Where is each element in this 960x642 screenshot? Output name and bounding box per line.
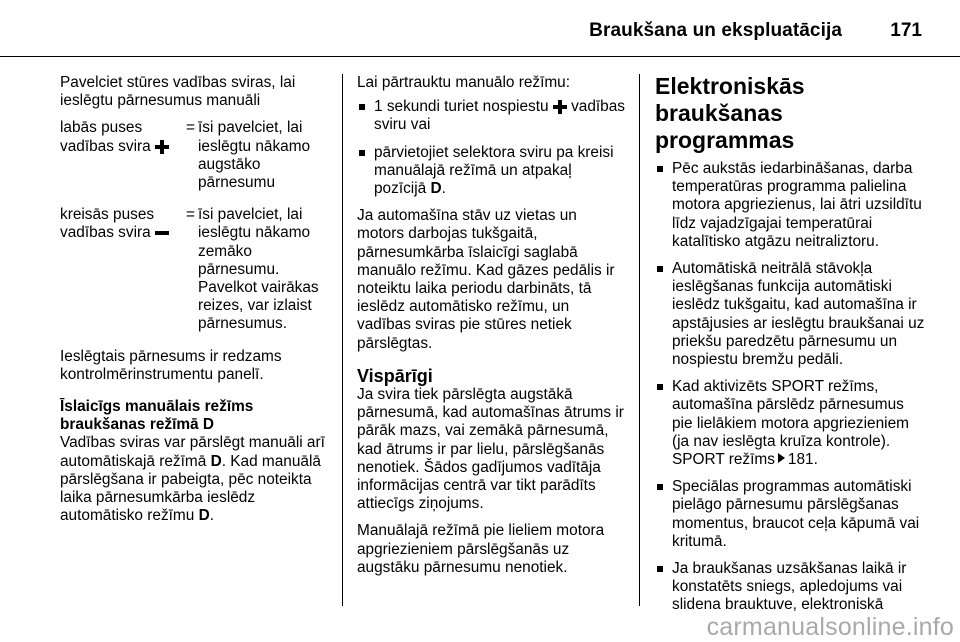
header-divider xyxy=(0,56,960,57)
body-paragraph: Ja svira tiek pārslēgta augstākā pārnesumā, kad automašīnas ātrums ir pārāk mazs, vai zemākā pārnesumā, kad ātrums ir par lielu, pārslēgšanās nenotiek. Šādos gadījumos vadītāja informācijas centrā var tikt parādīts attiecīgs ziņojums. xyxy=(357,386,624,513)
column-2 xyxy=(357,74,627,586)
minus-icon xyxy=(155,226,169,240)
gear-display-paragraph: Ieslēgtais pārnesums ir redzams kontrolmērinstrumentu panelī. xyxy=(60,347,282,383)
equals-sign: = xyxy=(186,119,195,137)
page-header xyxy=(0,0,960,56)
definition-term: kreisās puses vadības svira xyxy=(60,206,155,242)
section-heading: Īslaicīgs manuālais režīms braukšanas režīmā D xyxy=(60,398,254,434)
page-title: Braukšana un ekspluatācija xyxy=(589,20,842,41)
section-heading: Vispārīgi xyxy=(357,365,433,386)
watermark: carmanualsonline.info xyxy=(706,613,954,641)
column-divider-1 xyxy=(342,74,343,606)
plus-icon xyxy=(553,100,567,114)
column-divider-2 xyxy=(639,74,640,606)
list-item: Ja braukšanas uzsākšanas laikā ir konstatēts sniegs, apledojums vai slidena brauktuve, elektroniskā xyxy=(655,560,927,615)
definition-description: īsi pavelciet, lai ieslēgtu nākamo zemāko pārnesumu. Pavelkot vairākas reizes, var izlaist pārnesumus. xyxy=(198,206,319,333)
definition-left-paddle xyxy=(60,206,328,333)
body-paragraph: Vadības sviras var pārslēgt manuāli arī automātiskajā režīmā D. Kad manuālā pārslēgšana ir pabeigta, pēc noteikta laika pārnesumkārba ieslēdz automātisko režīmu D. xyxy=(60,434,325,525)
bullet-list xyxy=(655,160,927,615)
list-item: Kad aktivizēts SPORT režīms, automašīna pārslēdz pārnesumus pie lielākiem motora apgriezieniem (ja nav ieslēgta kruīza kontrole). SPORT režīms 181. xyxy=(655,378,927,469)
plus-icon xyxy=(155,140,169,154)
column-1 xyxy=(60,74,328,534)
definition-term: labās puses vadības svira xyxy=(60,119,151,155)
list-item: Speciālas programmas automātiski pielāgo pārnesumu pārslēgšanas momentus, braucot ceļa kāpumā vai kritumā. xyxy=(655,478,927,551)
section-heading: Elektroniskās braukšanas programmas xyxy=(655,73,805,153)
list-item: Automātiskā neitrālā stāvokļa ieslēgšanas funkcija automātiski ieslēdz tukšgaitu, kad automašīna ir apstājusies ar ieslēgtu braukšanai uz priekšu paredzētu pārnesumu un nospiestu bremžu pedāli. xyxy=(655,260,927,369)
body-paragraph: Manuālajā režīmā pie lieliem motora apgriezieniem pārslēgšanās uz augstāku pārnesumu nenotiek. xyxy=(357,522,605,576)
column-3 xyxy=(655,74,927,624)
list-item: Pēc aukstās iedarbināšanas, darba temperatūras programma palielina motora apgriezienus, lai ātri uzsildītu līdz vajadzīgajai temperatūrai katalītisko atgāzu neitraliztoru. xyxy=(655,160,927,251)
page-number: 171 xyxy=(890,20,922,41)
definition-right-paddle xyxy=(60,119,328,192)
list-item: pārvietojiet selektora sviru pa kreisi manuālajā režīmā un atpakaļ pozīcijā D. xyxy=(357,144,627,199)
intro-paragraph: Pavelciet stūres vadības sviras, lai ieslēgtu pārnesumus manuāli xyxy=(60,74,296,110)
list-item: 1 sekundi turiet nospiestu vadības sviru vai xyxy=(357,98,627,134)
bullet-list xyxy=(357,98,627,198)
definition-description: īsi pavelciet, lai ieslēgtu nākamo augstāko pārnesumu xyxy=(198,119,311,192)
body-paragraph: Ja automašīna stāv uz vietas un motors darbojas tukšgaitā, pārnesumkārba īslaicīgi saglabā manuālo režīmu. Kad gāzes pedālis ir noteiktu laika periodu darbināts, tā ieslēdz automātisko režīmu, un vadības sviras pie stūres netiek pārslēgtas. xyxy=(357,207,615,352)
intro-paragraph: Lai pārtrauktu manuālo režīmu: xyxy=(357,74,571,91)
equals-sign: = xyxy=(186,206,195,224)
arrow-right-icon xyxy=(778,453,785,463)
